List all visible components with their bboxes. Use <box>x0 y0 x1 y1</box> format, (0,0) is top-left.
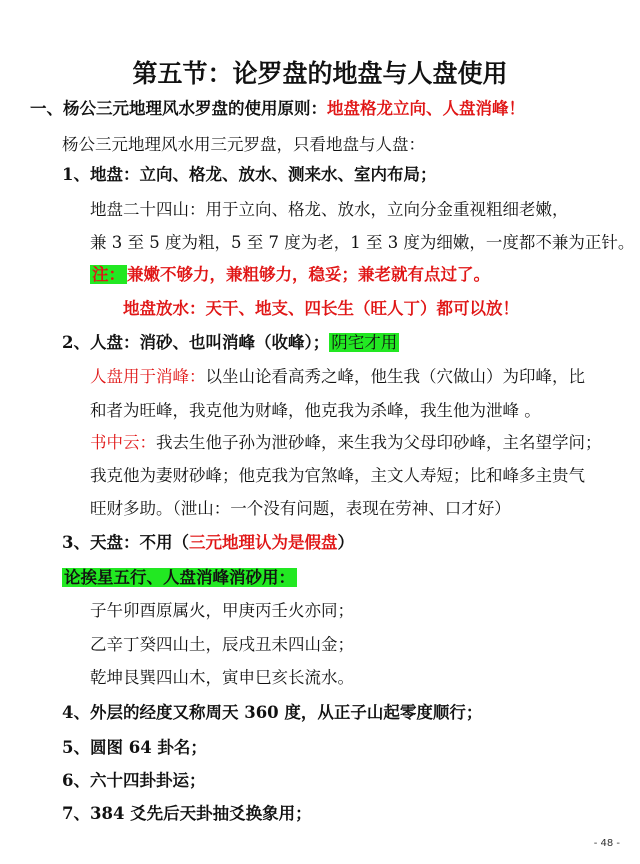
rengpan-use-label: 人盘用于消峰： <box>90 367 206 386</box>
intro-line: 杨公三元地理风水用三元罗盘，只看地盘与人盘： <box>62 135 425 154</box>
page-title: 第五节：论罗盘的地盘与人盘使用 <box>132 59 508 88</box>
book-text-1: 我去生他子孙为泄砂峰，来生我为父母印砂峰，主名望学问； <box>156 433 602 452</box>
wuxing-line-1: 子午卯酉原属火，甲庚丙壬火亦同； <box>90 601 354 620</box>
section-1-heading <box>30 96 525 122</box>
note-label: 注： <box>92 265 125 284</box>
note-text: 兼嫩不够力，兼粗够力，稳妥；兼老就有点过了。 <box>127 265 490 284</box>
wuxing-line-2: 乙辛丁癸四山土，辰戌丑未四山金； <box>90 635 354 654</box>
item-3-prefix: 3、天盘：不用（ <box>62 533 189 552</box>
page-number: - 48 - <box>593 838 620 849</box>
wuxing-heading-line <box>62 565 297 591</box>
section-1-principle: 地盘格龙立向、人盘消峰！ <box>327 99 525 118</box>
item-1-line-2: 兼 3 至 5 度为粗，5 至 7 度为老，1 至 3 度为细嫩，一度都不兼为正针。 <box>90 233 635 252</box>
note-line <box>90 262 490 288</box>
rengpan-use-line-1 <box>90 364 585 390</box>
book-line-1 <box>90 430 602 456</box>
item-3-suffix: ） <box>337 533 354 552</box>
item-5-line: 5、圆图 64 卦名； <box>62 738 207 757</box>
item-2-heading-text: 2、人盘：消砂、也叫消峰（收峰）； <box>62 333 330 352</box>
item-4-line: 4、外层的经度又称周天 360 度，从正子山起零度顺行； <box>62 703 483 722</box>
item-7-line: 7、384 爻先后天卦抽爻换象用； <box>62 804 312 823</box>
wuxing-line-3: 乾坤艮巽四山木，寅申巳亥长流水。 <box>90 668 354 687</box>
item-3-red: 三元地理认为是假盘 <box>188 533 338 552</box>
rengpan-use-text-1: 以坐山论看高秀之峰，他生我（穴做山）为印峰，比 <box>205 367 585 386</box>
item-6-line: 6、六十四卦卦运； <box>62 771 206 790</box>
wuxing-heading: 论挨星五行、人盘消峰消砂用： <box>64 568 295 587</box>
book-label: 书中云： <box>90 433 156 452</box>
item-1-line-1: 地盘二十四山：用于立向、格龙、放水，立向分金重视粗细老嫩， <box>90 200 569 219</box>
book-line-3: 旺财多助。（泄山：一个没有问题，表现在劳神、口才好） <box>90 499 511 518</box>
item-2-heading <box>62 330 399 356</box>
water-line: 地盘放水：天干、地支、四长生（旺人丁）都可以放！ <box>123 299 519 318</box>
item-1-heading: 1、地盘：立向、格龙、放水、测来水、室内布局； <box>62 165 437 184</box>
book-line-2: 我克他为妻财砂峰；他克我为官煞峰，主文人寿短；比和峰多主贵气 <box>90 466 585 485</box>
section-1-prefix: 一、杨公三元地理风水罗盘的使用原则： <box>30 99 327 118</box>
yinzhai-tag: 阴宅才用 <box>331 333 398 352</box>
item-3-line <box>62 530 354 556</box>
rengpan-use-line-2: 和者为旺峰，我克他为财峰，他克我为杀峰，我生他为泄峰 。 <box>90 401 541 420</box>
